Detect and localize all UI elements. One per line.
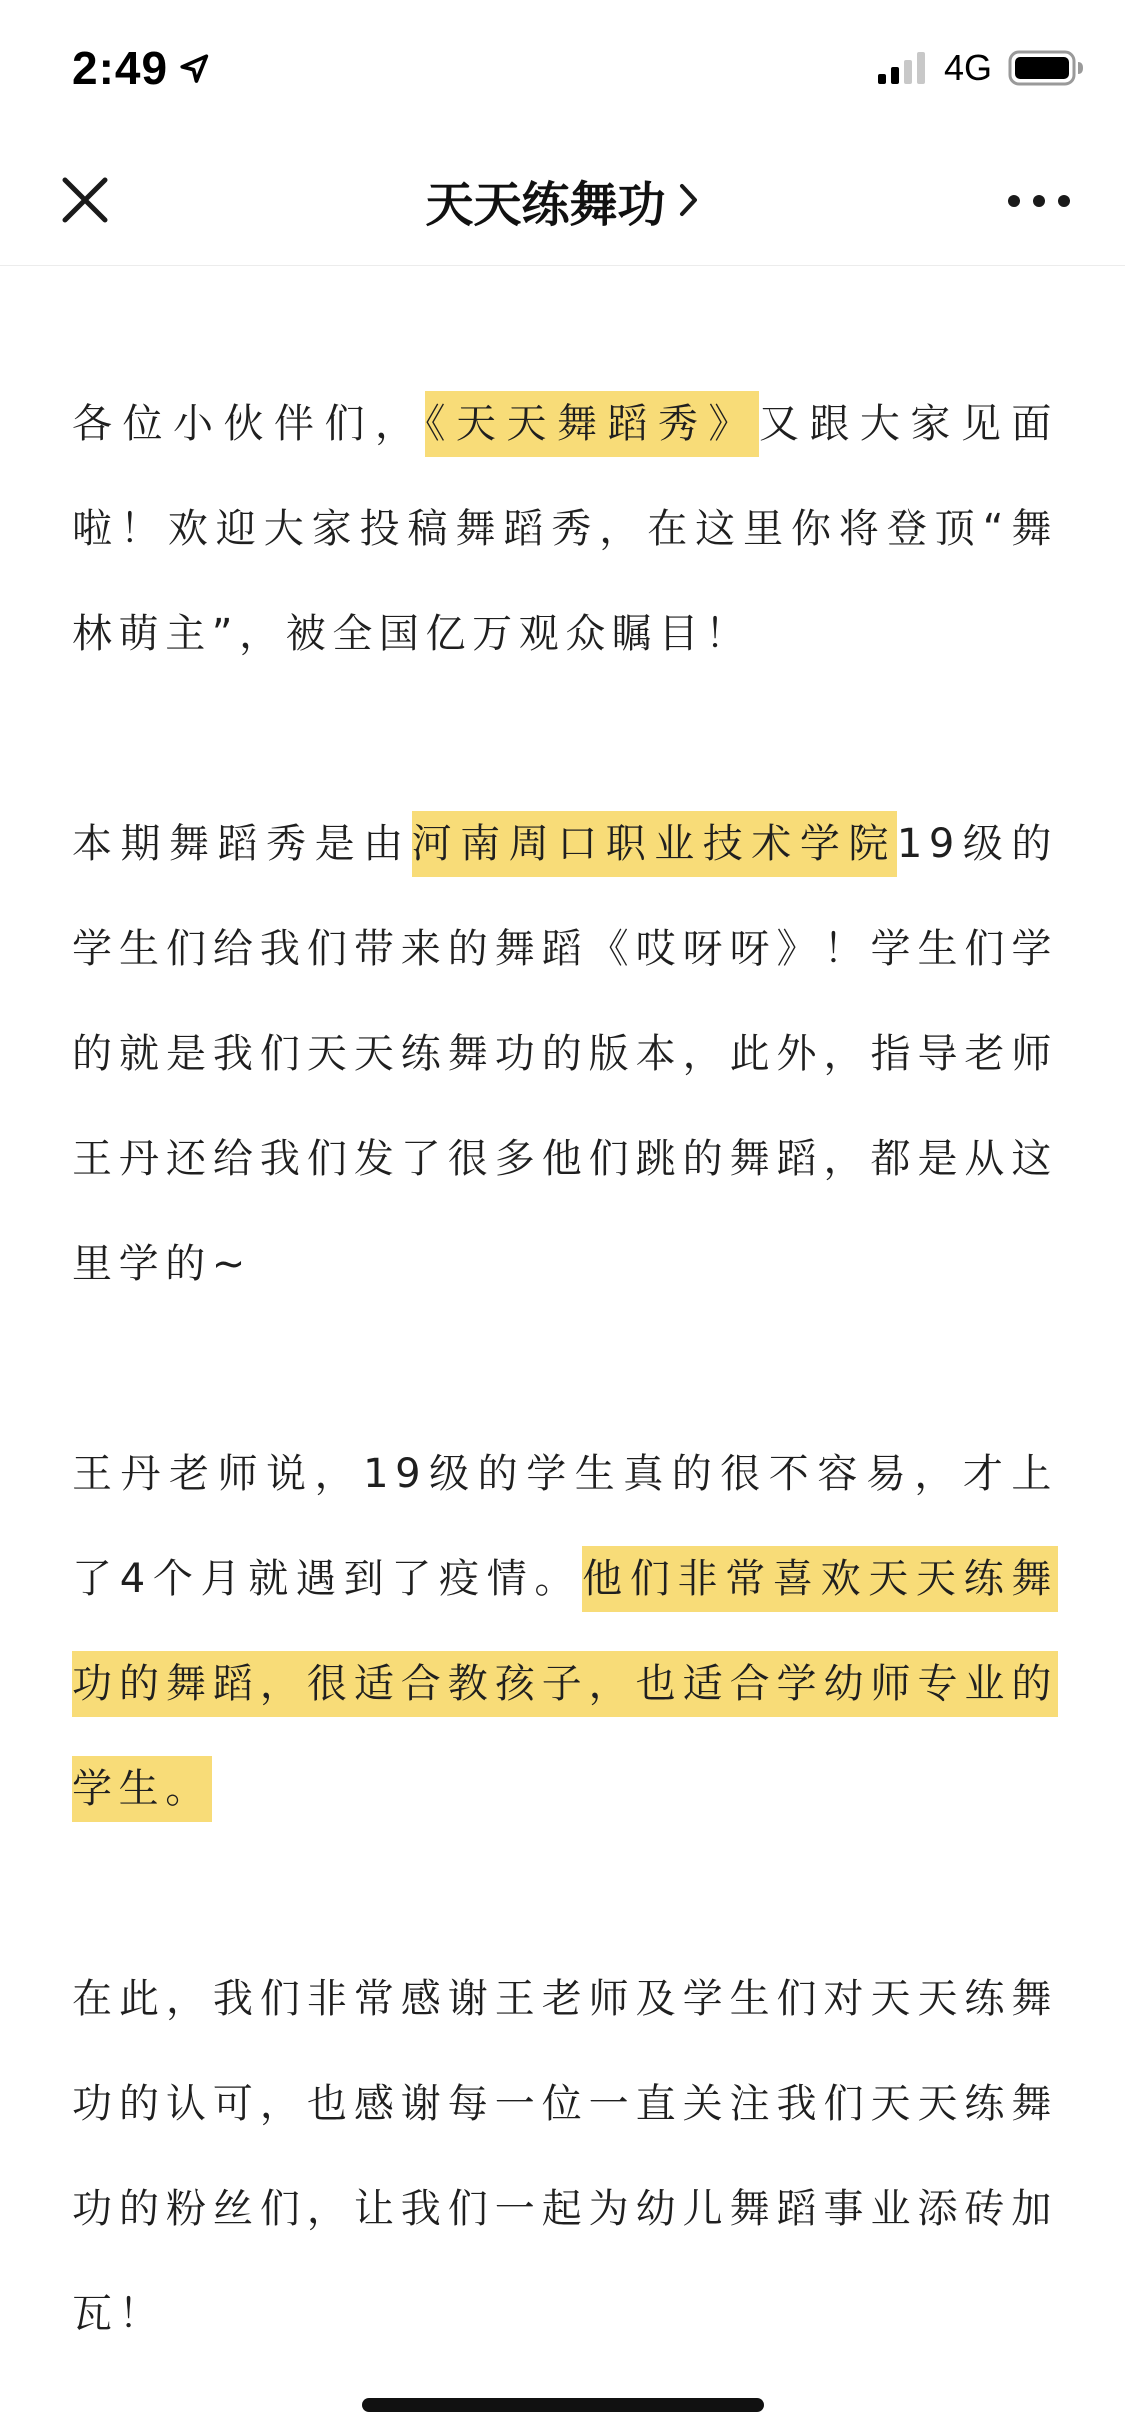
article-body bbox=[72, 372, 1058, 2367]
account-title-link[interactable] bbox=[425, 166, 699, 235]
status-bar bbox=[0, 0, 1125, 135]
paragraph-text: 本期舞蹈秀是由 bbox=[72, 821, 412, 867]
chevron-right-icon bbox=[678, 182, 700, 218]
article-paragraph bbox=[72, 1947, 1058, 2367]
paragraph-text: 又跟大家见面啦！欢迎大家投稿舞蹈秀，在这里你将登顶“舞林萌主”，被全国亿万观众瞩目！ bbox=[72, 401, 1059, 657]
nav-bar bbox=[0, 135, 1125, 266]
nav-title-text: 天天练舞功 bbox=[425, 176, 666, 233]
cellular-signal-icon bbox=[878, 52, 928, 84]
paragraph-text: 在此，我们非常感谢王老师及学生们对天天练舞功的认可，也感谢每一位一直关注我们天天练舞功的粉丝们，让我们一起为幼儿舞蹈事业添砖加瓦！ bbox=[72, 1976, 1058, 2337]
article-paragraph bbox=[72, 792, 1058, 1317]
highlighted-text: 《天天舞蹈秀》 bbox=[425, 391, 758, 457]
article-paragraph bbox=[72, 1422, 1058, 1842]
more-dots-icon[interactable] bbox=[1004, 181, 1074, 221]
battery-icon bbox=[1008, 50, 1084, 86]
location-arrow-icon bbox=[178, 52, 212, 86]
paragraph-text: 王丹老师说，19级的学生真的很不容易，才上了4个月就遇到了疫情。 bbox=[72, 1451, 1058, 1602]
network-type-label: 4G bbox=[944, 47, 993, 88]
paragraph-text: 19级的学生们给我们带来的舞蹈《哎呀呀》！学生们学的就是我们天天练舞功的版本，此外，指导老师王丹还给我们发了很多他们跳的舞蹈，都是从这里学的~ bbox=[72, 821, 1058, 1287]
highlighted-text: 河南周口职业技术学院 bbox=[412, 811, 897, 877]
status-time: 2:49 bbox=[72, 42, 169, 94]
nav-title-area bbox=[0, 135, 1125, 265]
article-paragraph bbox=[72, 372, 1058, 687]
home-indicator[interactable] bbox=[362, 2398, 764, 2412]
paragraph-text: 各位小伙伴们， bbox=[72, 401, 426, 447]
highlighted-text: 他们非常喜欢天天练舞功的舞蹈，很适合教孩子，也适合学幼师专业的学生。 bbox=[72, 1546, 1058, 1822]
